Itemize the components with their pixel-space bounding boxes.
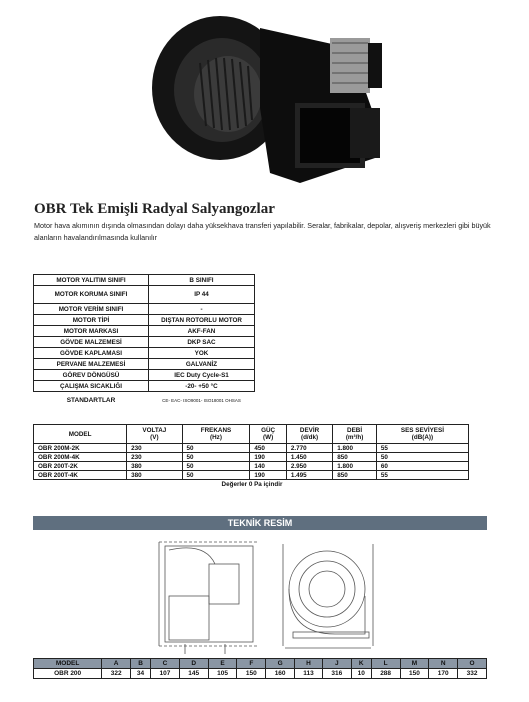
spec-value: - (149, 304, 255, 315)
spec-row (34, 286, 255, 304)
performance-table (33, 424, 469, 488)
table-cell: 55 (376, 444, 468, 453)
dimensions-header-row (34, 659, 487, 669)
spec-key: MOTOR YALITIM SINIFI (34, 275, 149, 286)
spec-row (34, 381, 255, 392)
performance-header-row (34, 425, 469, 444)
table-cell: 150 (400, 669, 429, 679)
column-header: C (151, 659, 180, 669)
table-cell: 450 (250, 444, 286, 453)
table-cell: 50 (182, 462, 250, 471)
spec-key: PERVANE MALZEMESİ (34, 359, 149, 370)
column-header: E (208, 659, 237, 669)
column-header: VOLTAJ (V) (127, 425, 182, 444)
table-row (34, 471, 469, 480)
spec-value: GALVANİZ (149, 359, 255, 370)
column-header: MODEL (34, 659, 102, 669)
spec-key: STANDARTLAR (66, 397, 116, 404)
table-cell: 50 (182, 444, 250, 453)
page-title: OBR Tek Emişli Radyal Salyangozlar (34, 201, 275, 217)
spec-key: MOTOR TİPİ (34, 315, 149, 326)
table-row (34, 444, 469, 453)
spec-table (33, 274, 255, 409)
table-cell: 34 (131, 669, 151, 679)
table-cell: OBR 200M-2K (34, 444, 127, 453)
table-cell: 332 (458, 669, 487, 679)
column-header: B (131, 659, 151, 669)
column-header: F (237, 659, 266, 669)
spec-row (34, 326, 255, 337)
table-note: Değerler 0 Pa içindir (34, 480, 469, 489)
column-header: FREKANS (Hz) (182, 425, 250, 444)
table-cell: 55 (376, 471, 468, 480)
table-cell: 1.800 (333, 444, 377, 453)
table-cell: 1.450 (286, 453, 332, 462)
table-cell: 2.950 (286, 462, 332, 471)
spec-key: ÇALIŞMA SICAKLIĞI (34, 381, 149, 392)
table-cell: 288 (371, 669, 400, 679)
spec-row (34, 348, 255, 359)
spec-value: DKP SAC (149, 337, 255, 348)
column-header: DEBİ (m³/h) (333, 425, 377, 444)
column-header: SES SEVİYESİ (dB(A)) (376, 425, 468, 444)
spec-row (34, 315, 255, 326)
column-header: K (351, 659, 371, 669)
table-cell: 105 (208, 669, 237, 679)
spec-value: B SINIFI (149, 275, 255, 286)
table-cell: 380 (127, 462, 182, 471)
table-cell: 322 (102, 669, 131, 679)
table-cell: 60 (376, 462, 468, 471)
column-header: DEVİR (d/dk) (286, 425, 332, 444)
technical-drawing-banner: TEKNİK RESİM (33, 516, 487, 530)
column-header: L (371, 659, 400, 669)
product-photo (150, 8, 390, 186)
column-header: N (429, 659, 458, 669)
table-cell: 850 (333, 471, 377, 480)
column-header: O (458, 659, 487, 669)
table-row (34, 453, 469, 462)
table-cell: 170 (429, 669, 458, 679)
spec-key: MOTOR VERİM SINIFI (34, 304, 149, 315)
table-cell: 380 (127, 471, 182, 480)
table-cell: 50 (182, 453, 250, 462)
table-cell: 150 (237, 669, 266, 679)
spec-row (34, 392, 255, 410)
table-cell: 107 (151, 669, 180, 679)
table-cell: OBR 200 (34, 669, 102, 679)
spec-key: GÖREV DÖNGÜSÜ (34, 370, 149, 381)
table-cell: 190 (250, 453, 286, 462)
column-header: A (102, 659, 131, 669)
column-header: H (295, 659, 323, 669)
spec-value: -20- +50 °C (149, 381, 255, 392)
table-cell: 145 (179, 669, 208, 679)
table-row (34, 462, 469, 471)
spec-value: IEC Duty Cycle-S1 (149, 370, 255, 381)
spec-key: GÖVDE KAPLAMASI (34, 348, 149, 359)
spec-row (34, 370, 255, 381)
table-note-row (34, 480, 469, 489)
spec-value: IP 44 (149, 286, 255, 304)
table-cell: 2.770 (286, 444, 332, 453)
spec-value: DIŞTAN ROTORLU MOTOR (149, 315, 255, 326)
table-cell: 316 (322, 669, 351, 679)
column-header: GÜÇ (W) (250, 425, 286, 444)
table-cell: 190 (250, 471, 286, 480)
table-cell: OBR 200M-4K (34, 453, 127, 462)
table-cell: 1.800 (333, 462, 377, 471)
spec-value: AKF-FAN (149, 326, 255, 337)
table-cell: 10 (351, 669, 371, 679)
product-description: Motor hava akımının dışında olmasından dolayı daha yüksekhava transferi yapılabilir. Seralar, fabrikalar, depolar, alışveriş merkezleri gibi büyük alanların havalandırılmasında kullanılır (34, 221, 491, 242)
table-cell: 160 (266, 669, 295, 679)
spec-row (34, 304, 255, 315)
spec-row (34, 359, 255, 370)
dimensions-table (33, 658, 487, 679)
table-row (34, 669, 487, 679)
column-header: M (400, 659, 429, 669)
column-header: MODEL (34, 425, 127, 444)
spec-key: GÖVDE MALZEMESİ (34, 337, 149, 348)
column-header: J (322, 659, 351, 669)
table-cell: 230 (127, 453, 182, 462)
column-header: D (179, 659, 208, 669)
spec-key: MOTOR MARKASI (34, 326, 149, 337)
table-cell: 850 (333, 453, 377, 462)
table-cell: 50 (182, 471, 250, 480)
table-cell: OBR 200T-2K (34, 462, 127, 471)
spec-value: CE- EAC- ISO9001- ISO18001 OHSAS (162, 398, 241, 403)
table-cell: OBR 200T-4K (34, 471, 127, 480)
spec-row (34, 337, 255, 348)
spec-key: MOTOR KORUMA SINIFI (34, 286, 149, 304)
column-header: G (266, 659, 295, 669)
table-cell: 50 (376, 453, 468, 462)
technical-drawing (155, 534, 405, 656)
table-cell: 1.495 (286, 471, 332, 480)
table-cell: 140 (250, 462, 286, 471)
spec-row (34, 275, 255, 286)
table-cell: 230 (127, 444, 182, 453)
spec-value: YOK (149, 348, 255, 359)
table-cell: 113 (295, 669, 323, 679)
